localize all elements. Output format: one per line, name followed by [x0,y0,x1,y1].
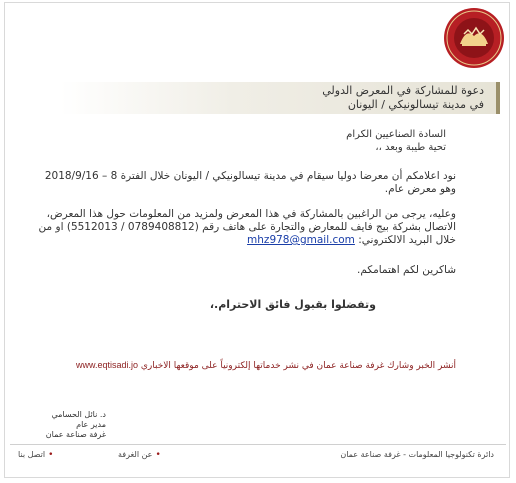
title-line-1: دعوة للمشاركة في المعرض الدولي [322,84,484,97]
footer-department: دائرة تكنولوجيا المعلومات - غرفة صناعة عمان [340,450,494,459]
signer-role: مدير عام [76,420,106,429]
footer-contact-label: اتصل بنا [18,450,46,459]
title-line-2: في مدينة تيسالونيكي / اليونان [347,98,484,111]
contact-text: وعليه، يرجى من الراغبين بالمشاركة في هذا المعرض ولمزيد من المعلومات حول هذا المعرض، الاتصال بشركة بيج فايف للمعارض والتجارة على هاتف رقم (0789408812 / 5512013) او من خلال البريد الالكتروني: [38,208,456,246]
bullet-icon: • [155,450,161,460]
bullet-icon: • [48,450,54,460]
site-link[interactable]: www.eqtisadi.jo [75,360,138,370]
closing-line: وتفضلوا بقبول فائق الاحترام.، [209,298,376,311]
signature-block [26,410,106,440]
thanks-line: شاكرين لكم اهتمامكم. [356,264,456,276]
recipient-line: السادة الصناعيين الكرام [346,129,446,140]
greeting-line: تحية طيبة وبعد ،، [375,142,446,153]
paragraph-contact [26,208,456,247]
footer-about-label: عن الغرفة [118,450,153,459]
salutation [346,128,446,154]
footer-divider [10,444,506,445]
signer-org: غرفة صناعة عمان [45,430,106,439]
promo-line [76,360,456,371]
promo-text: أنشر الخبر وشارك غرفة صناعة عمان في نشر خدماتها إلكترونياً على موقعها الاخباري [140,361,456,371]
footer-contact-link[interactable] [18,450,53,460]
chamber-logo-icon [442,6,506,70]
footer-about-link[interactable] [118,450,161,460]
paragraph-announcement: نود اعلامكم أن معرضا دوليا سيقام في مدينة تيسالونيكي / اليونان خلال الفترة 8 – 2018/9/16 وهو معرض عام. [44,170,456,195]
email-link[interactable]: mhz978@gmail.com [247,234,355,246]
letter-title-band [60,82,500,114]
signer-name: د. نائل الحسامي [51,410,106,419]
